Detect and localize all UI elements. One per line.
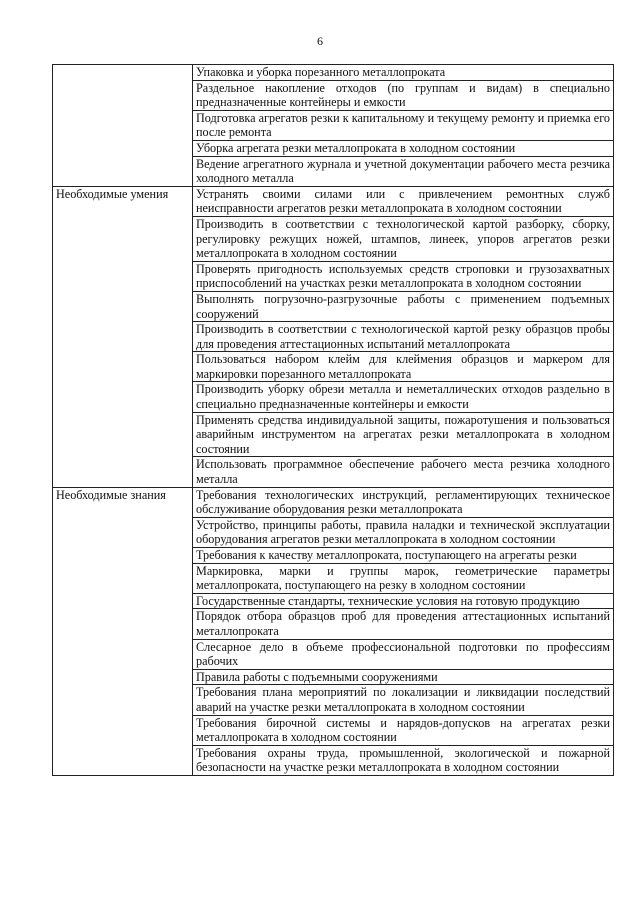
row-text: Упаковка и уборка порезанного металлопроката (193, 65, 614, 81)
table-row (53, 487, 614, 517)
row-text: Устранять своими силами или с привлечением ремонтных служб неисправности агрегатов резки металлопроката в холодном состоянии (193, 186, 614, 216)
page-number: 6 (317, 34, 323, 48)
row-text: Устройство, принципы работы, правила наладки и технической эксплуатации оборудования агрегатов резки металлопроката в холодном состоянии (193, 517, 614, 547)
row-text: Производить в соответствии с технологической картой резку образцов пробы для проведения аттестационных испытаний металлопроката (193, 322, 614, 352)
row-text: Порядок отбора образцов проб для проведения аттестационных испытаний металлопроката (193, 609, 614, 639)
competency-table (52, 64, 614, 776)
row-text: Требования плана мероприятий по локализации и ликвидации последствий аварий на участке резки металлопроката в холодном состоянии (193, 685, 614, 715)
row-text: Раздельное накопление отходов (по группам и видам) в специально предназначенные контейнеры и емкости (193, 80, 614, 110)
row-text: Требования к качеству металлопроката, поступающего на агрегаты резки (193, 548, 614, 564)
row-text: Правила работы с подъемными сооружениями (193, 669, 614, 685)
row-text: Слесарное дело в объеме профессиональной подготовки по профессиям рабочих (193, 639, 614, 669)
row-text: Производить уборку обрези металла и неметаллических отходов раздельно в специально предназначенные контейнеры и емкости (193, 382, 614, 412)
row-text: Подготовка агрегатов резки к капитальному и текущему ремонту и приемка его после ремонта (193, 110, 614, 140)
row-label-empty (53, 65, 193, 187)
row-text: Требования охраны труда, промышленной, экологической и пожарной безопасности на участке резки металлопроката в холодном состоянии (193, 745, 614, 775)
row-text: Применять средства индивидуальной защиты, пожаротушения и пользоваться аварийным инструментом на агрегатах резки металлопроката в холодном состоянии (193, 412, 614, 457)
table-row (53, 65, 614, 81)
row-label-knowledge: Необходимые знания (53, 487, 193, 775)
row-text: Требования бирочной системы и нарядов-допусков на агрегатах резки металлопроката в холодном состоянии (193, 715, 614, 745)
row-text: Требования технологических инструкций, регламентирующих техническое обслуживание оборудования резки металлопроката (193, 487, 614, 517)
row-text: Пользоваться набором клейм для клеймения образцов и маркером для маркировки порезанного металлопроката (193, 352, 614, 382)
row-text: Выполнять погрузочно-разгрузочные работы с применением подъемных сооружений (193, 291, 614, 321)
row-text: Уборка агрегата резки металлопроката в холодном состоянии (193, 140, 614, 156)
row-label-skills: Необходимые умения (53, 186, 193, 487)
row-text: Государственные стандарты, технические условия на готовую продукцию (193, 593, 614, 609)
row-text: Маркировка, марки и группы марок, геометрические параметры металлопроката, поступающего на резку в холодном состоянии (193, 563, 614, 593)
row-text: Проверять пригодность используемых средств строповки и грузозахватных приспособлений на участках резки металлопроката в холодном состоянии (193, 261, 614, 291)
row-text: Производить в соответствии с технологической картой разборку, сборку, регулировку режущих ножей, штампов, линеек, упоров агрегатов резки металлопроката в холодном состоянии (193, 216, 614, 261)
row-text: Ведение агрегатного журнала и учетной документации рабочего места резчика холодного металла (193, 156, 614, 186)
row-text: Использовать программное обеспечение рабочего места резчика холодного металла (193, 457, 614, 487)
table-row (53, 186, 614, 216)
